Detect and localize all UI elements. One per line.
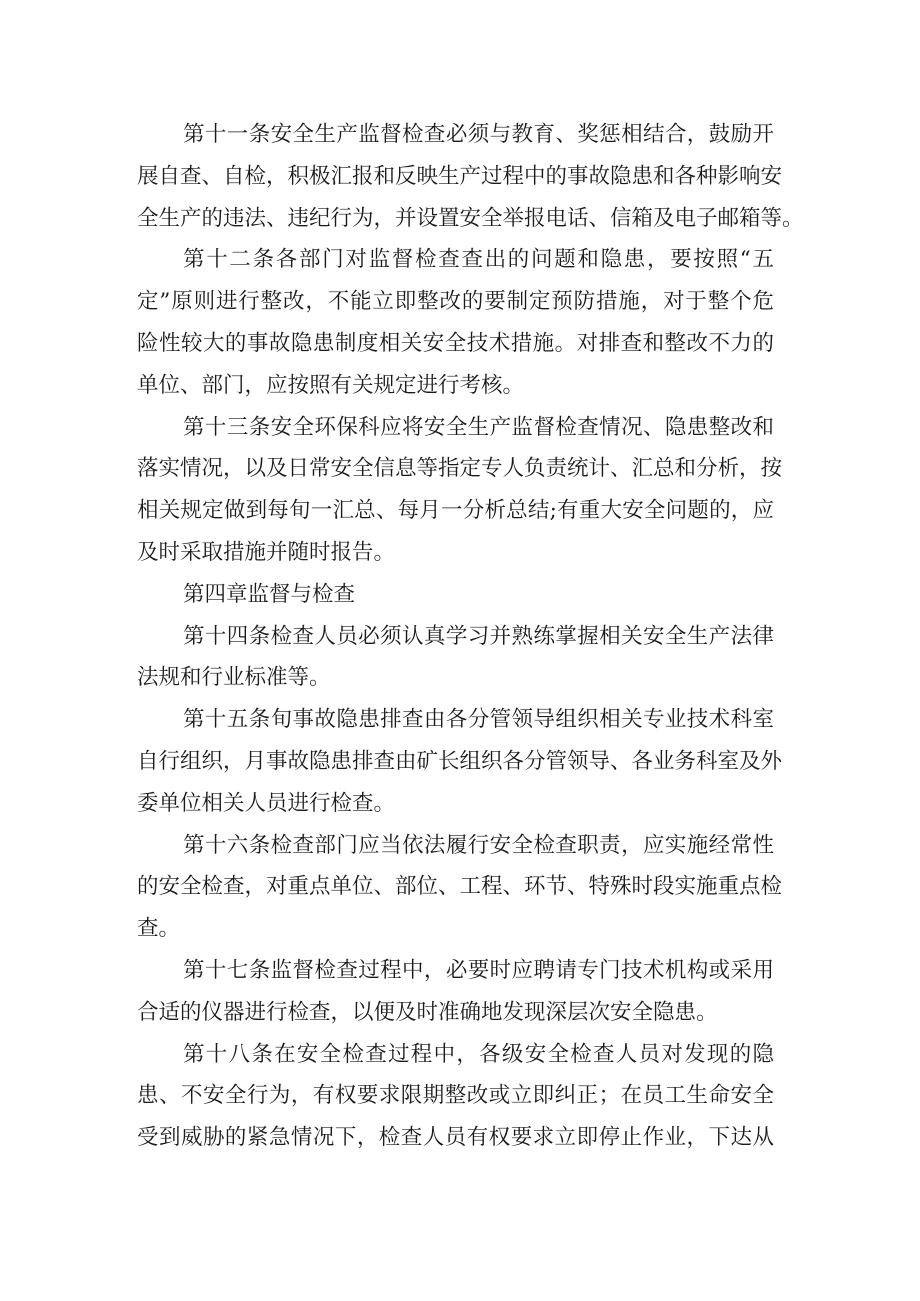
text-line: 险性较大的事故隐患制度相关安全技术措施。对排查和整改不力的 [137,330,774,356]
text-line: 第十八条在安全检查过程中，各级安全检查人员对发现的隐 [183,1041,774,1067]
text-line: 的安全检查，对重点单位、部位、工程、环节、特殊时段实施重点检 [137,874,783,900]
text-line: 第十七条监督检查过程中，必要时应聘请专门技术机构或采用 [183,957,774,983]
text-line: 第十二条各部门对监督检查查出的问题和隐患，要按照“五 [183,247,774,273]
text-line: 患、不安全行为，有权要求限期整改或立即纠正；在员工生命安全 [137,1083,774,1109]
document-body [137,114,804,1159]
text-line: 落实情况，以及日常安全信息等指定专人负责统计、汇总和分析，按 [137,456,783,482]
paragraph [137,239,774,406]
text-line: 自行组织，月事故隐患排查由矿长组织各分管领导、各业务科室及外 [137,748,783,774]
text-line: 第十五条旬事故隐患排查由各分管领导组织相关专业技术科室 [183,707,774,733]
paragraph [137,616,774,700]
text-line: 受到威胁的紧急情况下，检查人员有权要求立即停止作业，下达从 [137,1125,774,1151]
text-line: 委单位相关人员进行检查。 [137,790,396,816]
paragraph [137,699,783,824]
paragraph [137,950,774,1034]
text-line: 第十三条安全环保科应将安全生产监督检查情况、隐患整改和 [183,414,774,440]
paragraph [137,825,783,950]
text-line: 相关规定做到每旬一汇总、每月一分析总结;有重大安全问题的，应 [137,498,774,524]
paragraph [137,1034,774,1159]
text-line: 合适的仪器进行检查，以便及时准确地发现深层次安全隐患。 [137,999,718,1025]
text-line: 展自查、自检，积极汇报和反映生产过程中的事故隐患和各种影响安 [137,163,783,189]
text-line: 第十六条检查部门应当依法履行安全检查职责，应实施经常性 [183,832,774,858]
paragraph [137,114,804,239]
text-line: 第四章监督与检查 [183,581,356,607]
text-line: 查。 [137,916,181,942]
text-line: 法规和行业标准等。 [137,665,331,691]
text-line: 定”原则进行整改，不能立即整改的要制定预防措施，对于整个危 [137,289,774,315]
paragraph [137,407,783,574]
paragraph [137,574,774,616]
text-line: 全生产的违法、违纪行为，并设置安全举报电话、信箱及电子邮箱等。 [137,205,804,231]
text-line: 第十四条检查人员必须认真学习并熟练掌握相关安全生产法律 [183,623,774,649]
text-line: 单位、部门，应按照有关规定进行考核。 [137,372,525,398]
text-line: 第十一条安全生产监督检查必须与教育、奖惩相结合，鼓励开 [183,122,774,147]
text-line: 及时采取措施并随时报告。 [137,539,396,565]
